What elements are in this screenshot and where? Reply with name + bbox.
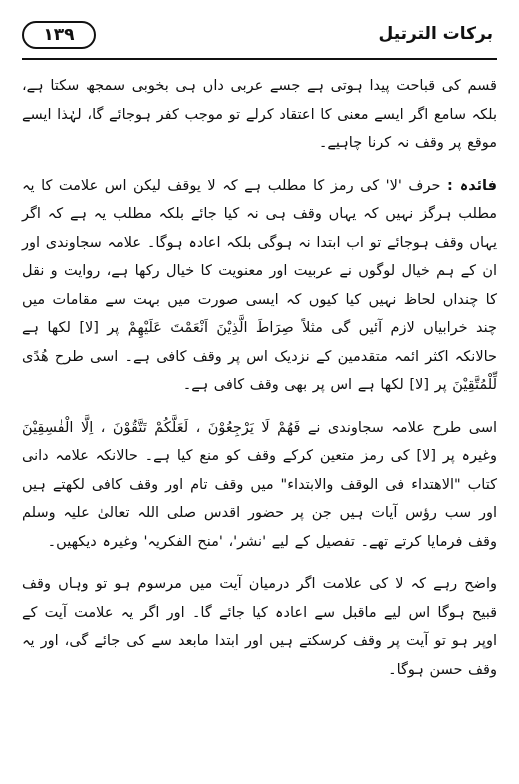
paragraph-text: حرف 'لا' کی رمز کا مطلب ہے کہ لا یوقف لیکن اس علامت کا یہ مطلب ہرگز نہیں کہ یہاں وقف ہی نہ کیا جائے بلکہ مطلب یہ ہے کہ اگر یہاں وقف ہوجائے تو اب ابتدا نہ ہوگی بلکہ اعادہ ہوگا۔ علامہ سجاوندی اور ان کے ہم خیال لوگوں نے عربیت اور معنویت کا خیال رکھا ہے، روایت و نقل کا چنداں لحاظ نہیں کیا کیوں کہ ایسی صورت میں بہت سے مقامات میں چند خرابیاں لازم آئیں گی مثلاً صِرَاطَ الَّذِیْنَ اَنْعَمْتَ عَلَیْهِمْ پر [لا] لکھا ہے حالانکہ اکثر ائمہ متقدمین کے نزدیک اس پر وقف کافی ہے۔ اسی طرح ھُدًی لِّلْمُتَّقِیْنَ پر [لا] لکھا ہے اس پر بھی وقف کافی ہے۔	[22, 177, 497, 393]
paragraph-text: اسی طرح علامہ سجاوندی نے فَهُمْ لَا یَرْجِعُوْنَ ، لَعَلَّكُمْ تَتَّقُوْنَ ، اِلَّا الْفٰسِقِیْنَ وغیرہ پر [لا] کی رمز متعین کرکے وقف کو منع کیا ہے۔ حالانکہ علامہ دانی کتاب "الاهتداء فی الوقف والابتداء" میں وقف تام اور وقف کافی لکھتے ہیں اور سب رؤس آیات ہیں جن پر حضور اقدس صلی اللہ تعالیٰ علیہ وسلم وقف فرمایا کرتے تھے۔ تفصیل کے لیے 'نشر'، 'منح الفکریہ' وغیرہ دیکھیں۔	[22, 419, 497, 550]
fayda-label: فائدہ :	[446, 177, 498, 194]
body-text	[22, 72, 497, 684]
paragraph-1	[22, 72, 497, 158]
paragraph-3	[22, 414, 497, 557]
page-header	[22, 18, 497, 60]
paragraph-text: قسم کی قباحت پیدا ہوتی ہے جسے عربی داں ہی بخوبی سمجھ سکتا ہے، بلکہ سامع اگر ایسے معنی کا اعتقاد کرلے تو موجب کفر ہوجائے گا، لہٰذا ایسے موقع پر وقف نہ کرنا چاہیے۔	[22, 78, 497, 151]
book-title: برکات الترتیل	[378, 24, 493, 44]
paragraph-text: واضح رہے کہ لا کی علامت اگر درمیان آیت میں مرسوم ہو تو وہاں وقف قبیح ہوگا اس لیے ماقبل سے اعادہ کیا جائے گا۔ اور اگر یہ علامت آیت کے اوپر ہو تو آیت پر وقف کرسکتے ہیں اور ابتدا مابعد سے کی جائے گی، اور یہ وقف حسن ہوگا۔	[22, 576, 497, 678]
paragraph-2	[22, 172, 497, 400]
paragraph-4	[22, 570, 497, 684]
page-number-badge: ۱۳۹	[22, 21, 96, 49]
